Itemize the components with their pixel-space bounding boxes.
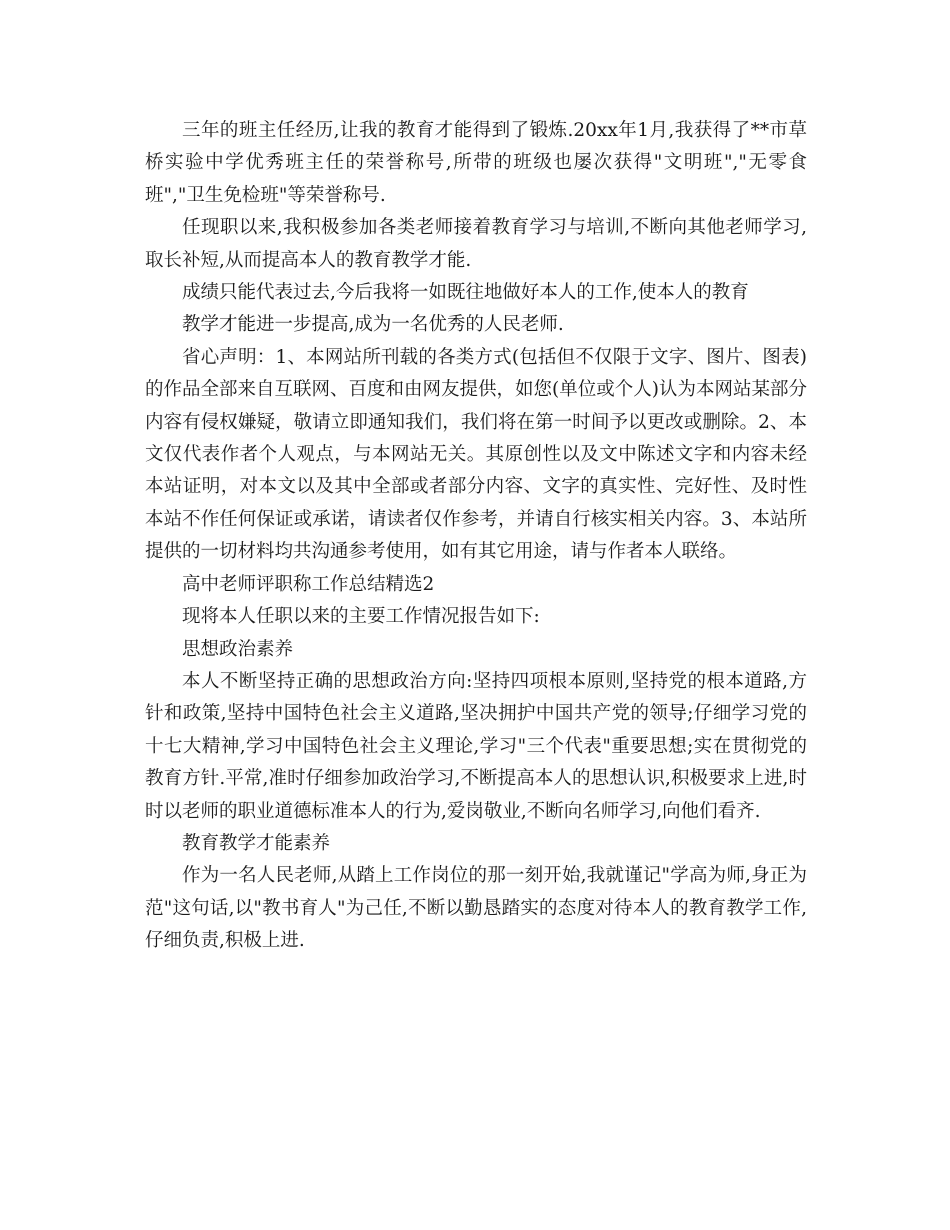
paragraph-report-intro: 现将本人任职以来的主要工作情况报告如下:	[182, 606, 540, 628]
paragraph-disclaimer: 省心声明：1、本网站所刊载的各类方式(包括但不仅限于文字、图片、图表)的作品全部来自互联网、百度和由网友提供，如您(单位或个人)认为本网站某部分内容有侵权嫌疑，敬请立即通知我们，我们将在第一时间予以更改或删除。2、本文仅代表作者个人观点，与本网站无关。其原创性以及文中陈述文字和内容未经本站证明，对本文以及其中全部或者部分内容、文字的真实性、完好性、及时性本站不作任何保证或承诺，请读者仅作参考，并请自行核实相关内容。3、本站所提供的一切材料均共沟通参考使用，如有其它用途，请与作者本人联络。	[145, 346, 807, 563]
paragraph-political-quality: 本人不断坚持正确的思想政治方向:坚持四项根本原则,坚持党的根本道路,方针和政策,坚持中国特色社会主义道路,坚决拥护中国共产党的领导;仔细学习党的十七大精神,学习中国特色社会主义理论,学习"三个代表"重要思想;实在贯彻党的教育方针.平常,准时仔细参加政治学习,不断提高本人的思想认识,积极要求上进,时时以老师的职业道德标准本人的行为,爱岗敬业,不断向名师学习,向他们看齐.	[145, 670, 807, 822]
subheading-political-quality: 思想政治素养	[182, 638, 294, 660]
section-title: 高中老师评职称工作总结精选2	[182, 573, 435, 595]
paragraph-teaching-ability: 作为一名人民老师,从踏上工作岗位的那一刻开始,我就谨记"学高为师,身正为范"这句话,以"教书育人"为己任,不断以勤恳踏实的态度对待本人的教育教学工作,仔细负责,积极上进.	[145, 865, 807, 952]
paragraph-achievements-part2: 教学才能进一步提高,成为一名优秀的人民老师.	[182, 314, 564, 336]
document-body	[145, 115, 807, 958]
paragraph-achievements-part1: 成绩只能代表过去,今后我将一如既往地做好本人的工作,使本人的教育	[182, 282, 749, 304]
paragraph-class-teacher-experience: 三年的班主任经历,让我的教育才能得到了锻炼.20xx年1月,我获得了**市草桥实验中学优秀班主任的荣誉称号,所带的班级也屡次获得"文明班","无零食班","卫生免检班"等荣誉称号.	[145, 120, 807, 206]
subheading-teaching-ability: 教育教学才能素养	[182, 832, 331, 854]
paragraph-training: 任现职以来,我积极参加各类老师接着教育学习与培训,不断向其他老师学习,取长补短,从而提高本人的教育教学才能.	[145, 217, 807, 271]
